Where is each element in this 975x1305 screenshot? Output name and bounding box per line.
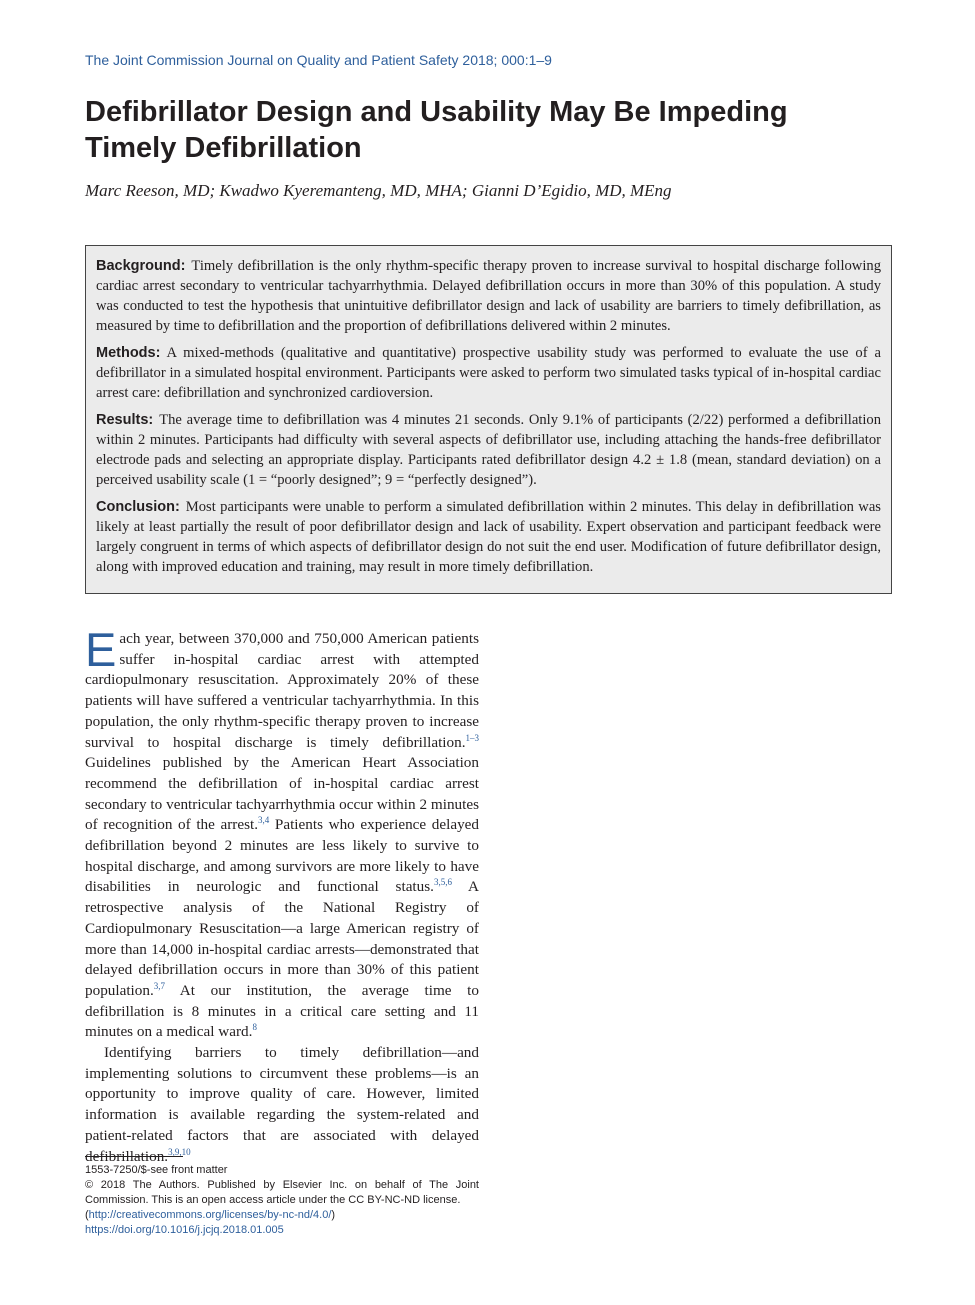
citation-link[interactable]: 3,7 [153,980,166,991]
drop-cap: E [85,623,117,676]
intro-paragraph-2 [85,1043,479,1167]
intro-paragraph-1 [85,623,479,1043]
journal-citation: The Joint Commission Journal on Quality and Patient Safety 2018; 000:1–9 [85,52,552,68]
footnote-divider [85,1156,183,1157]
body-column-left [85,623,479,1167]
license-line [85,1208,479,1223]
citation-link[interactable]: 3,5,6 [433,877,452,888]
intro-text: A retrospective analysis of the National Registry of Cardiopulmonary Resuscitation—a large American registry of more than 14,000 in-hospital cardiac arrests—demonstrated that delayed defibrillation occurs in more than 30% of this patient population. [85,878,479,999]
abstract-conclusion [96,497,881,577]
abstract-background-text: Timely defibrillation is the only rhythm-specific therapy proven to increase survival to hospital discharge following cardiac arrest secondary to ventricular tachyarrhythmia. Delayed defibrillation occurs in more than 30% of this population. A study was conducted to test the hypothesis that unintuitive defibrillator design and lack of usability are barriers to timely defibrillation, as measured by time to defibrillation and the proportion of defibrillations delivered within 2 minutes. [96,258,881,334]
abstract-conclusion-label: Conclusion: [96,499,180,515]
citation-link[interactable]: 8 [252,1022,257,1033]
intro-text: Identifying barriers to timely defibrillation—and implementing solutions to circumvent these problems—is an opportunity to improve quality of care. However, limited information is available regarding the system-related and patient-related factors that are associated with delayed defibrillation. [85,1044,479,1165]
citation-link[interactable]: 3,4 [258,815,270,826]
copyright-line: © 2018 The Authors. Published by Elsevier Inc. on behalf of The Joint Commission. This is an open access article under the CC BY-NC-ND license. [85,1179,479,1206]
issn-line: 1553-7250/$-see front matter [85,1164,228,1176]
abstract-results-label: Results: [96,412,154,428]
author-list: Marc Reeson, MD; Kwadwo Kyeremanteng, MD, MHA; Gianni D’Egidio, MD, MEng [85,181,672,200]
abstract-methods [96,343,881,403]
doi-link[interactable]: https://doi.org/10.1016/j.jcjq.2018.01.005 [85,1224,284,1236]
article-title: Defibrillator Design and Usability May Be Impeding Timely Defibrillation [85,96,788,164]
citation-link[interactable]: 1–3 [465,732,479,743]
abstract-results-text: The average time to defibrillation was 4 minutes 21 seconds. Only 9.1% of participants (2/22) performed a defibrillation within 2 minutes. Participants had difficulty with several aspects of defibrillator use, including attaching the hands-free defibrillator electrode pads and selecting an appropriate display. Participants rated defibrillator design 4.2 ± 1.8 (mean, standard deviation) on a perceived usability scale (1 = “poorly designed”; 9 = “perfectly designed”). [96,412,881,488]
intro-text: At our institution, the average time to defibrillation is 8 minutes in a critical care setting and 11 minutes on a medical ward. [85,981,479,1041]
intro-text: Guidelines published by the American Heart Association recommend the defibrillation of in-hospital cardiac arrest secondary to ventricular tachyarrhythmia occur within 2 minutes of recognition of the arrest. [85,754,479,834]
abstract-background-label: Background: [96,258,186,274]
abstract-background [96,256,881,336]
abstract-methods-text: A mixed-methods (qualitative and quantitative) prospective usability study was performed to evaluate the use of a defibrillator in a simulated hospital environment. Participants were asked to perform two simulated tasks typical of in-hospital cardiac arrest care: defibrillation and synchronized cardioversion. [96,345,881,401]
footnote [85,1163,479,1238]
license-paren-close: ) [331,1209,336,1221]
intro-text: ach year, between 370,000 and 750,000 American patients suffer in-hospital cardiac arrest with attempted cardiopulmonary resuscitation. Approximately 20% of these patients will have suffered a ventricular tachyarrhythmia. In this population, the only rhythm-specific therapy proven to increase survival to hospital discharge is timely defibrillation. [85,630,479,751]
license-link[interactable]: http://creativecommons.org/licenses/by-nc-nd/4.0/ [88,1209,332,1221]
intro-text: Patients who experience delayed defibrillation beyond 2 minutes are less likely to survive to hospital discharge, and among survivors are more likely to have disabilities in neurologic and functional status. [85,816,479,896]
abstract-box [85,245,892,594]
abstract-methods-label: Methods: [96,345,161,361]
license-paren-open: ( [85,1209,89,1221]
abstract-conclusion-text: Most participants were unable to perform a simulated defibrillation within 2 minutes. This delay in defibrillation was likely at least partially the result of poor defibrillator design and lack of usability. Expert observation and participant feedback were largely congruent in terms of which aspects of defibrillator design do not suit the end user. Modification of future defibrillator design, along with improved education and training, may result in more timely defibrillation. [96,499,881,575]
citation-link[interactable]: 3,9,10 [168,1146,191,1157]
abstract-results [96,410,881,490]
